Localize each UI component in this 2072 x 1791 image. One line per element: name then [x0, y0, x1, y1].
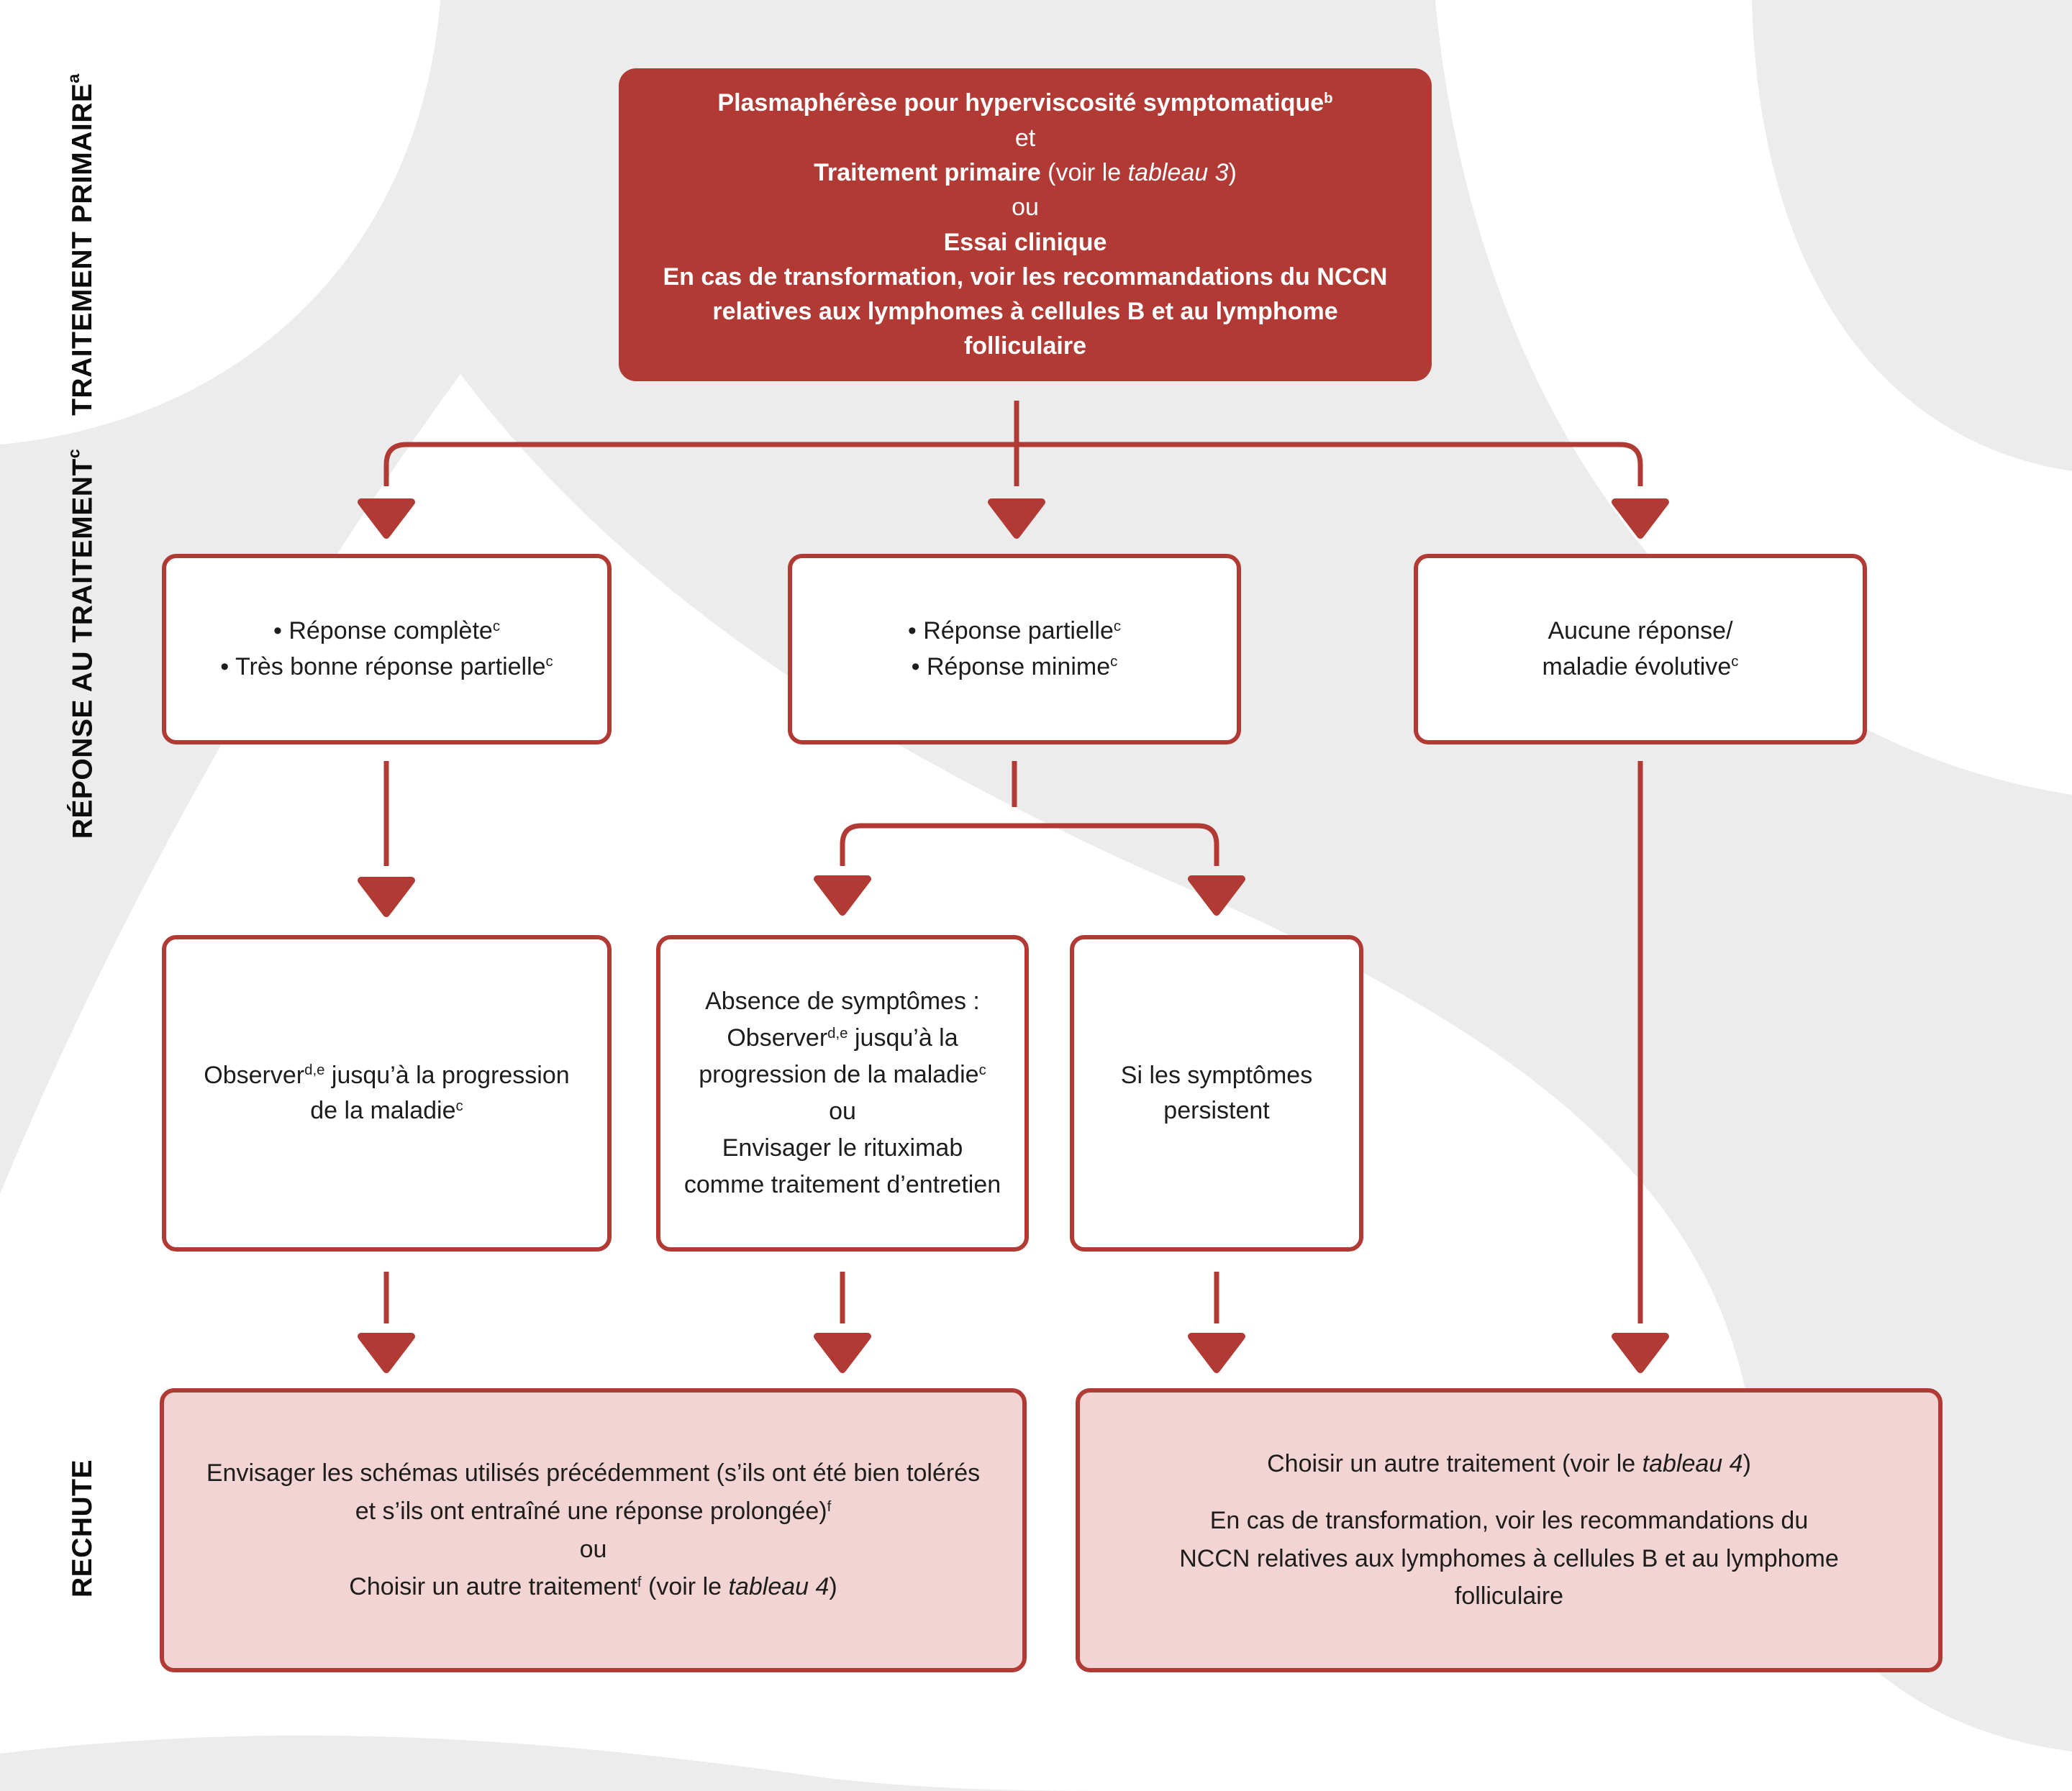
bullet-item: • Très bonne réponse partielle$^c$ [220, 652, 553, 680]
arrowhead [1191, 1336, 1242, 1370]
arrowhead [1615, 1336, 1666, 1370]
node-symptoms-persist [1070, 935, 1363, 1252]
node-observe [162, 935, 612, 1252]
node-partial-response [788, 554, 1241, 744]
connector-branch-1 [386, 445, 1640, 486]
footnote-marker: f [827, 1498, 832, 1515]
stage-label-text: TRAITEMENT PRIMAIRE [67, 83, 98, 416]
footnote-marker: c [455, 1098, 463, 1114]
node-line: maladie évolutive$^c$ [1542, 652, 1739, 680]
footnote-marker: c [1110, 654, 1118, 670]
footnote-marker: d,e [304, 1062, 325, 1079]
node-line: Observer$^{d,e}$ jusqu’à la progression de la maladie$^c$ [699, 1024, 986, 1088]
node-line: En cas de transformation, voir les recommandations du NCCN relatives aux lymphomes à cellules B et au lymphome folliculaire [663, 263, 1388, 360]
node-asymptomatic [656, 935, 1029, 1252]
footnote-marker: b [1324, 91, 1333, 107]
stage-label-treatment-response: RÉPONSE AU TRAITEMENT $^c$ [64, 448, 99, 839]
arrowhead [361, 880, 412, 913]
arrowhead [1615, 502, 1666, 535]
node-line: Choisir un autre traitement$^f$ (voir le tableau 4) [349, 1573, 837, 1601]
node-line: et [1014, 124, 1036, 152]
arrowhead [361, 1336, 412, 1370]
bullet-item: • Réponse partielle$^c$ [907, 617, 1122, 645]
stage-label-text: RÉPONSE AU TRAITEMENT [67, 458, 99, 839]
stage-label-relapse [65, 1457, 101, 1600]
stage-label-text: RECHUTE [67, 1459, 98, 1598]
node-relapse-prior-regimens [160, 1388, 1027, 1672]
node-line: Essai clinique [943, 228, 1107, 256]
node-line: Plasmaphérèse pour hyperviscosité symptomatique$^b$ [717, 89, 1333, 117]
arrowhead [991, 502, 1042, 535]
node-primary-treatment [619, 68, 1432, 381]
node-line: Si les symptômes persistent [1120, 1061, 1313, 1124]
node-line: Observer$^{d,e}$ jusqu’à la progression de la maladie$^c$ [204, 1061, 570, 1124]
node-line: En cas de transformation, voir les recommandations du NCCN relatives aux lymphomes à cellules B et au lymphome folliculaire [1179, 1506, 1839, 1610]
node-line: ou [1012, 193, 1039, 222]
footnote-marker: d,e [827, 1025, 848, 1042]
node-line: ou [579, 1535, 607, 1563]
footnote-marker: c [545, 654, 553, 670]
node-line: Envisager les schémas utilisés précédemment (s’ils ont été bien tolérés et s’ils ont entraîné une réponse prolongée)$^f$ [206, 1459, 981, 1525]
node-no-response [1414, 554, 1867, 744]
node-line: Choisir un autre traitement (voir le tableau 4) [1267, 1450, 1751, 1478]
footnote-marker: f [637, 1574, 642, 1590]
arrowhead [817, 1336, 868, 1370]
footnote-marker: c [1113, 618, 1122, 634]
bullet-item: • Réponse complète$^c$ [273, 617, 501, 645]
footnote-marker: c [492, 618, 501, 634]
arrowhead [817, 879, 868, 912]
arrowhead [1191, 879, 1242, 912]
node-relapse-other-treatment [1076, 1388, 1942, 1672]
node-line: Absence de symptômes : [705, 988, 980, 1015]
stage-label-primary-treatment: TRAITEMENT PRIMAIRE $^a$ [64, 73, 98, 416]
node-line: Envisager le rituximab comme traitement d’entretien [683, 1134, 1001, 1198]
footnote-marker: c [1731, 654, 1739, 670]
bullet-item: • Réponse minime$^c$ [911, 652, 1118, 680]
node-line: ou [829, 1098, 856, 1125]
connector-branch-2 [842, 826, 1217, 866]
node-complete-response [162, 554, 612, 744]
footnote-marker: c [978, 1062, 986, 1078]
node-line: Traitement primaire (voir le tableau 3) [814, 158, 1237, 186]
arrowhead [361, 502, 412, 535]
node-line: Aucune réponse/ [1548, 617, 1733, 645]
